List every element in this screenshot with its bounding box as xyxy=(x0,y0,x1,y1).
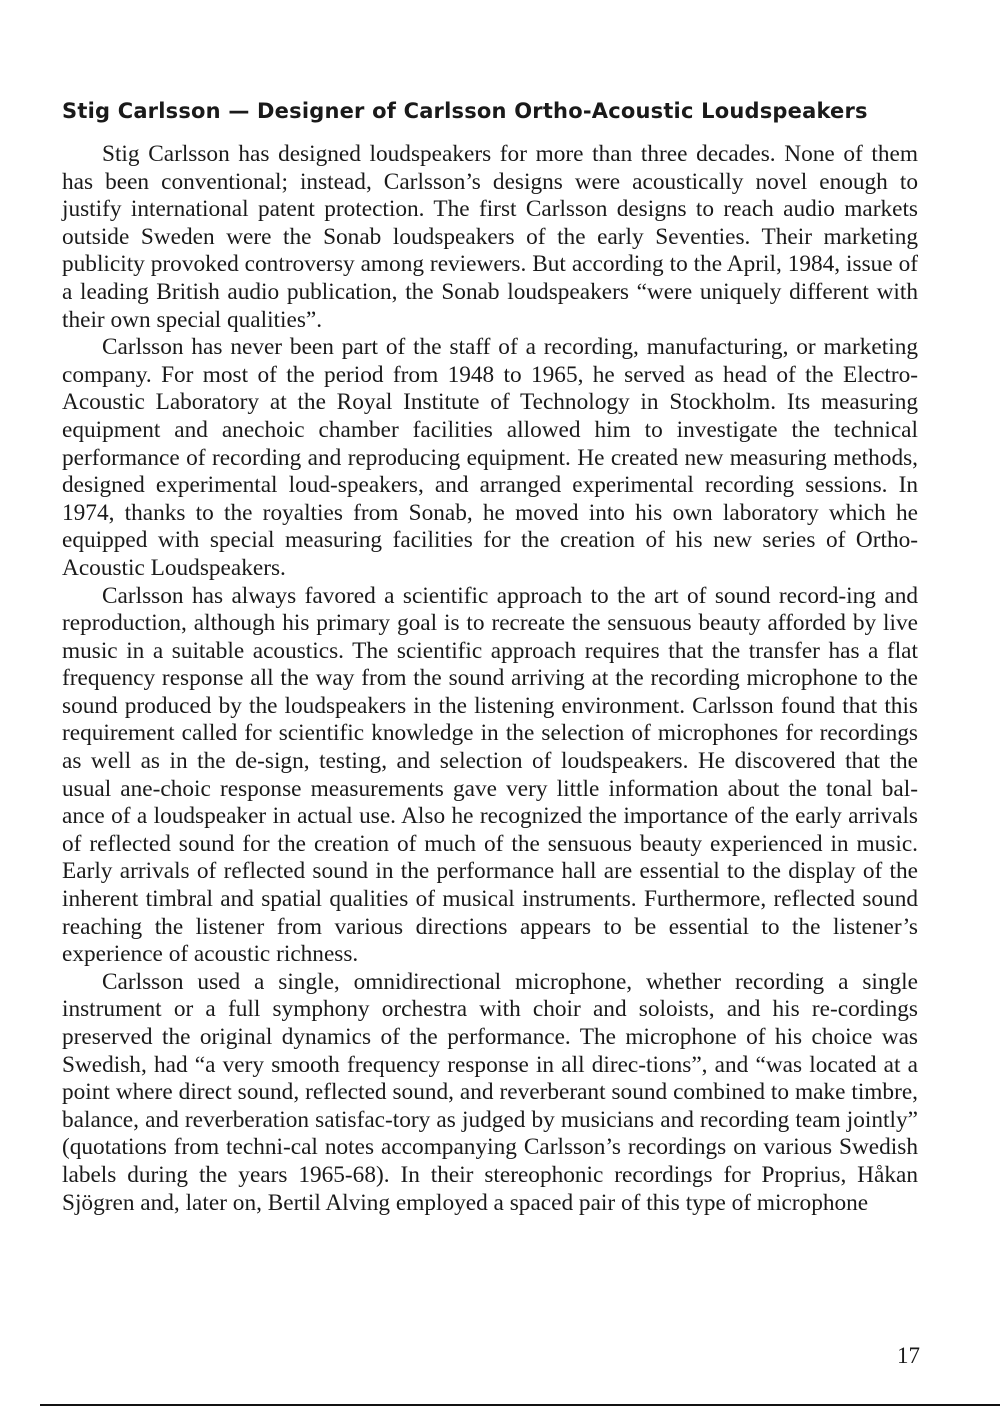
paragraph-career: Carlsson has never been part of the staff of a recording, manufacturing, or marketing company. For most of the period from 1948 to 1965, he served as head of the Electro-Acoustic Laboratory at the Royal Institute of Technology in Stockholm. Its measuring equipment and anechoic chamber facilities allowed him to investigate the technical performance of recording and reproducing equipment. He created new measuring methods, designed experimental loud-speakers, and arranged experimental recording sessions. In 1974, thanks to the royalties from Sonab, he moved into his own laboratory which he equipped with special measuring facilities for the creation of his new series of Ortho-Acoustic Loudspeakers. xyxy=(62,334,918,581)
article-heading: Stig Carlsson — Designer of Carlsson Ortho-Acoustic Loudspeakers xyxy=(62,99,868,123)
bottom-rule xyxy=(40,1404,1000,1406)
paragraph-microphone: Carlsson used a single, omnidirectional microphone, whether recording a single instrument or a full symphony orchestra with choir and soloists, and his re-cordings preserved the original dynamics of the performance. The microphone of his choice was Swedish, had “a very smooth frequency response in all direc-tions”, and “was located at a point where direct sound, reflected sound, and reverberant sound combined to make timbre, balance, and reverberation satisfac-tory as judged by musicians and recording team jointly” (quotations from techni-cal notes accompanying Carlsson’s recordings on various Swedish labels during the years 1965-68). In their stereophonic recordings for Proprius, Håkan Sjögren and, later on, Bertil Alving employed a spaced pair of this type of microphone xyxy=(62,968,918,1216)
paragraph-intro: Stig Carlsson has designed loudspeakers for more than three decades. None of them has been conventional; instead, Carlsson’s designs were acoustically novel enough to justify international patent protection. The first Carlsson designs to reach audio markets outside Sweden were the Sonab loudspeakers of the early Seventies. Their marketing publicity provoked controversy among reviewers. But according to the April, 1984, issue of a leading British audio publication, the Sonab loudspeakers “were uniquely different with their own special qualities”. xyxy=(62,141,918,333)
article xyxy=(62,95,918,1217)
paragraph-scientific-approach: Carlsson has always favored a scientific approach to the art of sound record-ing and reproduction, although his primary goal is to recreate the sensuous beauty afforded by live music in a suitable acoustics. The scientific approach requires that the transfer has a flat frequency response all the way from the sound arriving at the recording microphone to the sound produced by the loudspeakers in the listening environment. Carlsson found that this requirement called for scientific knowledge in the selection of microphones for recordings as well as in the de-sign, testing, and selection of loudspeakers. He discovered that the usual ane-choic response measurements gave very little information about the tonal bal-ance of a loudspeaker in actual use. Also he recognized the importance of the early arrivals of reflected sound for the creation of much of the sensuous beauty experienced in music. Early arrivals of reflected sound in the performance hall are essential to the display of the inherent timbral and spatial qualities of musical instruments. Furthermore, reflected sound reaching the listener from various directions appears to be essential to the listener’s experience of acoustic richness. xyxy=(62,582,918,968)
page-number: 17 xyxy=(897,1343,920,1368)
